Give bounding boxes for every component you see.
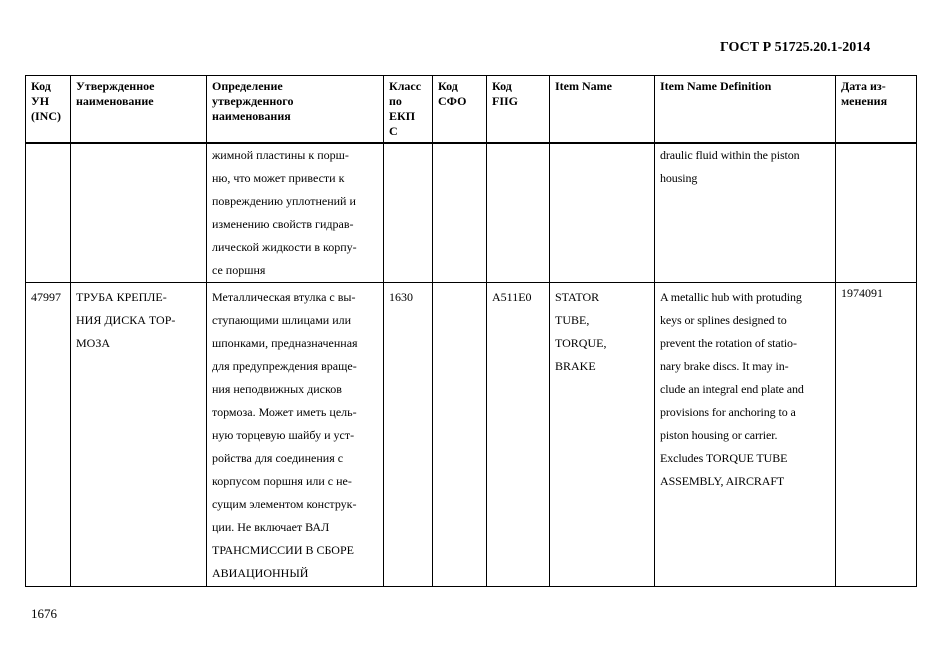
header-line: Item Name Definition — [660, 79, 772, 93]
text-line: сущим элементом конструк- — [212, 497, 357, 511]
page-number: 1676 — [31, 606, 57, 621]
text-line: draulic fluid within the piston — [660, 148, 800, 162]
text-line: лической жидкости в корпу- — [212, 240, 357, 254]
cell-fiig — [487, 143, 550, 283]
column-header-inc — [26, 76, 71, 144]
catalog-table — [25, 75, 917, 587]
text-line: се поршня — [212, 263, 266, 277]
text-line: МОЗА — [76, 336, 111, 350]
header-line: по — [389, 94, 402, 108]
fiig-code: A511E0 — [492, 290, 532, 304]
text-line: ную торцевую шайбу и уст- — [212, 428, 355, 442]
table-header-row — [26, 76, 917, 144]
text-line: Excludes TORQUE TUBE — [660, 451, 788, 465]
header-line: наименования — [212, 109, 291, 123]
table-row — [26, 283, 917, 587]
column-header-approved-name — [71, 76, 207, 144]
cell-inc — [26, 283, 71, 587]
cell-definition-ru — [207, 283, 384, 587]
class-code: 1630 — [389, 290, 413, 304]
text-line: НИЯ ДИСКА ТОР- — [76, 313, 176, 327]
text-line: housing — [660, 171, 698, 185]
text-line: шпонками, предназначенная — [212, 336, 358, 350]
document-standard-number: ГОСТ Р 51725.20.1-2014 — [720, 40, 871, 55]
header-line: Дата из- — [841, 79, 886, 93]
text-line: TORQUE, — [555, 336, 607, 350]
header-line: Код — [438, 79, 458, 93]
cell-approved-name — [71, 283, 207, 587]
column-header-fiig — [487, 76, 550, 144]
column-header-change-date — [836, 76, 917, 144]
cell-item-name — [550, 283, 655, 587]
header-line: СФО — [438, 94, 467, 108]
header-line: ЕКП — [389, 109, 416, 123]
cell-class — [384, 283, 433, 587]
cell-sfo — [433, 143, 487, 283]
text-line: A metallic hub with protuding — [660, 290, 802, 304]
cell-approved-name — [71, 143, 207, 283]
column-header-definition — [207, 76, 384, 144]
text-line: provisions for anchoring to a — [660, 405, 796, 419]
table-row-continuation — [26, 143, 917, 283]
header-line: (INC) — [31, 109, 61, 123]
text-line: STATOR — [555, 290, 600, 304]
cell-class — [384, 143, 433, 283]
cell-change-date — [836, 143, 917, 283]
column-header-item-name — [550, 76, 655, 144]
inc-code: 47997 — [31, 290, 61, 304]
column-header-item-name-definition — [655, 76, 836, 144]
text-line: Металлическая втулка с вы- — [212, 290, 356, 304]
text-line: тормоза. Может иметь цель- — [212, 405, 357, 419]
text-line: ступающими шлицами или — [212, 313, 352, 327]
header-line: Класс — [389, 79, 422, 93]
text-line: повреждению уплотнений и — [212, 194, 356, 208]
change-date: 1974091 — [841, 286, 883, 300]
header-line: менения — [841, 94, 888, 108]
text-line: clude an integral end plate and — [660, 382, 804, 396]
text-line: ТРАНСМИССИИ В СБОРЕ — [212, 543, 354, 557]
cell-fiig — [487, 283, 550, 587]
header-line: FIIG — [492, 94, 519, 108]
header-line: Код — [492, 79, 512, 93]
header-line: Определение — [212, 79, 283, 93]
text-line: ния неподвижных дисков — [212, 382, 342, 396]
text-line: keys or splines designed to — [660, 313, 787, 327]
header-line: С — [389, 124, 398, 138]
text-line: prevent the rotation of statio- — [660, 336, 797, 350]
header-line: Item Name — [555, 79, 612, 93]
text-line: для предупреждения враще- — [212, 359, 357, 373]
text-line: изменению свойств гидрав- — [212, 217, 354, 231]
header-line: Утвержденное — [76, 79, 155, 93]
text-line: жимной пластины к порш- — [212, 148, 349, 162]
header-line: Код — [31, 79, 51, 93]
cell-definition-en — [655, 143, 836, 283]
text-line: ню, что может привести к — [212, 171, 345, 185]
text-line: ции. Не включает ВАЛ — [212, 520, 330, 534]
header-line: наименование — [76, 94, 154, 108]
cell-definition-en — [655, 283, 836, 587]
text-line: piston housing or carrier. — [660, 428, 778, 442]
cell-item-name — [550, 143, 655, 283]
cell-change-date — [836, 283, 917, 587]
header-line: утвержденного — [212, 94, 294, 108]
text-line: ройства для соединения с — [212, 451, 344, 465]
text-line: BRAKE — [555, 359, 596, 373]
column-header-class — [384, 76, 433, 144]
cell-inc — [26, 143, 71, 283]
text-line: АВИАЦИОННЫЙ — [212, 566, 309, 580]
text-line: ASSEMBLY, AIRCRAFT — [660, 474, 785, 488]
cell-definition-ru — [207, 143, 384, 283]
text-line: TUBE, — [555, 313, 590, 327]
text-line: ТРУБА КРЕПЛЕ- — [76, 290, 167, 304]
column-header-sfo — [433, 76, 487, 144]
header-line: УН — [31, 94, 50, 108]
text-line: nary brake discs. It may in- — [660, 359, 789, 373]
text-line: корпусом поршня или с не- — [212, 474, 352, 488]
cell-sfo — [433, 283, 487, 587]
